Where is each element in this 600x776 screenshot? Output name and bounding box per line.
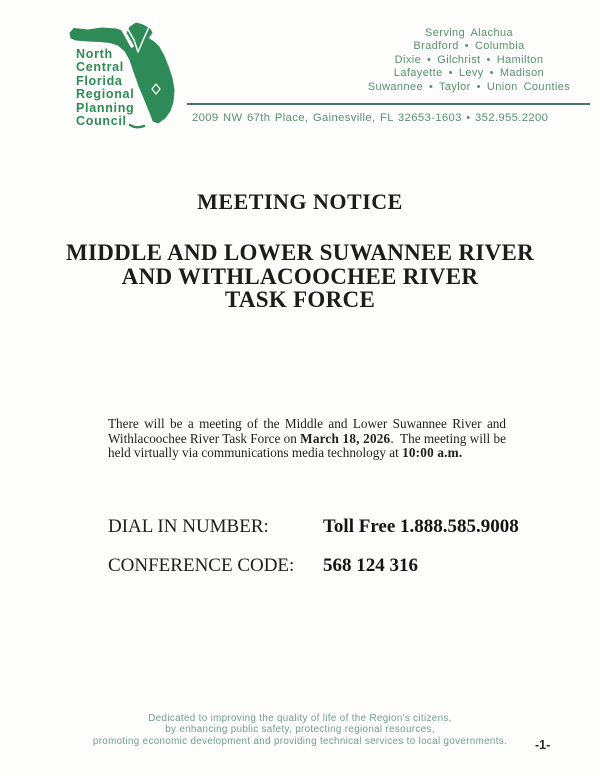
logo-org-line: Planning [76,100,135,115]
footer-line: Dedicated to improving the quality of life of the Region's citizens, [148,713,452,724]
header-address: 2009 NW 67th Place, Gainesville, FL 32653-1603 • 352.955.2200 [192,112,549,124]
conference-code-label: CONFERENCE CODE: [108,555,295,576]
conference-code-value: 568 124 316 [323,555,418,576]
serving-line: Bradford • Columbia [413,40,525,53]
task-force-title-line: TASK FORCE [224,287,376,312]
dial-in-label: DIAL IN NUMBER: [108,516,269,537]
page-number: -1- [535,738,551,752]
logo-org-line: North [76,47,113,61]
logo-org-line: Central [76,60,124,75]
footer-line: promoting economic development and providing technical services to local governments. [92,735,508,747]
meeting-date: March 18, 2026 [300,430,391,446]
header-divider [187,103,590,105]
task-force-title-line: MIDDLE AND LOWER SUWANNEE RIVER [65,240,535,265]
body-text: There will be a meeting of the Middle and Lower Suwannee River and Withlacoochee River Task Force on [108,416,506,446]
meeting-notice-title: MEETING NOTICE [197,189,403,214]
logo-org-name [76,48,134,128]
serving-counties-list [348,27,590,94]
task-force-title-line: AND WITHLACOOCHEE RIVER [121,263,479,289]
serving-line: Dixie • Gilchrist • Hamilton [394,53,544,66]
meeting-time: 10:00 a.m. [402,445,463,461]
logo-org-line: Regional [76,87,135,102]
logo-org-line: Florida [76,73,123,88]
body-text: . The meeting will be held virtually via communications media technology at [108,430,506,461]
serving-line: Serving Alachua [425,27,513,39]
footer-mission-statement [0,713,600,747]
logo-org-line: Council [76,114,127,129]
task-force-title [0,241,600,312]
dial-in-value: Toll Free 1.888.585.9008 [323,516,519,537]
serving-line: Lafayette • Levy • Madison [393,67,545,80]
meeting-body-paragraph [108,417,506,461]
council-logo [66,12,192,146]
serving-line: Suwannee • Taylor • Union Counties [367,80,571,93]
footer-line: by enhancing public safety, protecting regional resources, [165,724,435,736]
